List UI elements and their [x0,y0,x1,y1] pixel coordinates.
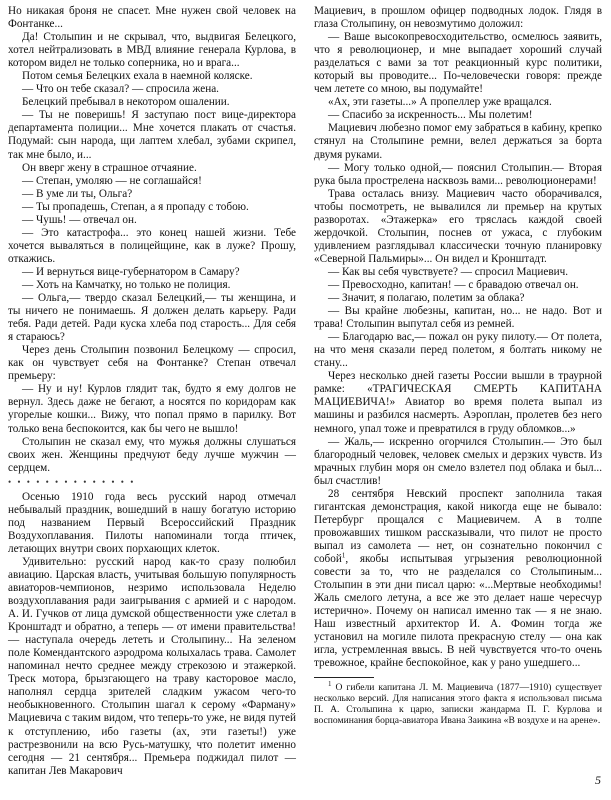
paragraph-with-footnote: 28 сентября Невский проспект заполнила такая гигантская демонстрация, какой никогда еще не бывало: Петербург прощался с Мациевичем. А в толпе провожавших тишком рассказывали, что пилот не просто выпал из самолета — нет, он сознательно покончил с собой$^1$, якобы испытывая угрызения революционной совести за то, что не разделался со Столыпиным... Столыпин в эти дни писал царю: «...Мертвые необходимы! Жаль смелого летуна, а все же это делает наше чересчур истерично». Почему он написал именно так — я не знаю. Наш известный архитектор И. А. Фомин тогда же установил на могиле пилота прекрасную стелу — она как игла, устремленная ввысь. В ней чувствуется что-то очень тревожное, крайне беспокойное, как у рано ушедшего... [314,487,602,670]
paragraph: — Благодарю вас,— пожал он руку пилоту.— От полета, на что меня сказали перед полетом, я болтать никому не стану... [314,331,602,370]
paragraph: — Что он тебе сказал? — спросила жена. [22,83,219,96]
paragraph: Потом семья Белецких ехала в наемной коляске. [22,70,253,83]
paragraph: — Ольга,— твердо сказал Белецкий,— ты женщина, и ты ничего не понимаешь. Я должен делать карьеру. Ради тебя. Ради детей. Ради куска хлеба под старость... Для себя я стараюсь? [8,292,296,344]
paragraph: Но никакая броня не спасет. Мне нужен свой человек на Фонтанке... [8,5,296,31]
paragraph: Через день Столыпин позвонил Белецкому — спросил, как он чувствует себя на Фонтанке? Степан отвечал премьеру: [8,344,296,383]
footnote-body: О гибели капитана Л. М. Мациевича (1877—1910) существует несколько версий. Для написания этого факта я использовал письма П. А. Столыпина к царю, записки жандарма П. Г. Курлова и воспоминания борца-авиатора Ивана Заикина «В воздухе и на арене». [314,682,602,727]
paragraph: — Значит, я полагаю, полетим за облака? [328,292,525,305]
paragraph: — Ну и ну! Курлов глядит так, будто я ему долгов не вернул. Здесь даже не бегают, а носятся по коридорам как угорелые кошки... Вижу, что попал прямо в парилку. Вот только вена беспокоится, как бы чего не вышло! [8,383,296,435]
paragraph: — Ваше высокопревосходительство, осмелюсь заявить, что я революционер, и мне выпадает хороший случай разделаться с вами за тот реакционный курс политики, который вы проводите... По-человечески говоря: прежде чем летете со мною, вы подумайте! [314,31,602,96]
paragraph: — Как вы себя чувствуете? — спросил Мациевич. [328,265,569,278]
paragraph: Мациевич, в прошлом офицер подводных лодок. Глядя в глаза Столыпину, он невозмутимо доложил: [314,5,602,31]
paragraph: — Могу только одной,— пояснил Столыпин.— Вторая рука была прострелена насквозь вами... революционерами! [314,161,602,187]
section-separator: • • • • • • • • • • • • • • [8,476,136,487]
paragraph: «Ах, эти газеты...» А пропеллер уже вращался. [328,96,552,109]
paragraph: — Спасибо за искренность... Мы полетим! [328,109,533,122]
footnote-text [314,682,602,726]
paragraph: — Ты не поверишь! Я заступаю пост вице-директора департамента полиции... Мне хочется плакать от счастья. Подумай: сын народа, щи лаптем хлебал, зубами скрипел, так мне было, и... [8,109,296,161]
paragraph: — Ты пропадешь, Степан, а я пропаду с тобою. [22,200,249,213]
paragraph: Мациевич любезно помог ему забраться в кабину, крепко стянул на Столыпине ремни, велел держаться за борта двумя руками. [314,122,602,161]
paragraph: — Вы крайне любезны, капитан, но... не надо. Вот и трава! Столыпин выпутал себя из ремней. [314,305,602,331]
footnote-rule [314,677,374,678]
footnote-marker: 1 [328,680,332,689]
paragraph: — И вернуться вице-губернатором в Самару? [22,265,240,278]
paragraph: — Степан, умоляю — не соглашайся! [22,174,202,187]
paragraph: Да! Столыпин и не скрывал, что, выдвигая Белецкого, хотел нейтрализовать в МВД влияние генерала Курлова, в котором видел не только соперника, но и врага... [8,31,296,70]
paragraph: — Жаль,— искренно огорчился Столыпин.— Это был благородный человек, человек смелых и дерзких чувств. Из мрачных глубин моря он смело взлетел под облака и был... был счастлив! [314,435,602,487]
paragraph: Трава осталась внизу. Мациевич часто оборачивался, чтобы посмотреть, не вывалился ли премьер на крутых разворотах. «Этажерка» его тряслась каждой своей жердочкой. Столыпин, поснев от ужаса, с глубоким удивлением разглядывал классически точную планировку «Северной Пальмиры»... Он видел и Кронштадт. [314,187,602,265]
paragraph: — Чушь! — отвечал он. [22,213,137,226]
paragraph: Удивительно: русский народ как-то сразу полюбил авиацию. Царская власть, учитывая большую популярность авиаторов-чемпионов, незримо использовала Неделю воздухоплавания ради заигрывания с армией и с народом. А. И. Гучков от лица думской общественности уже слетал в Кронштадт и обратно, а теперь — от имени правительства! — наступала очередь лететь и Столыпину... На зеленом поле Комендантского аэродрома колыхалась трава. Самолет напоминал нечто среднее между стрекозою и этажеркой. Треск мотора, брызгающего на траву касторовое масло, наполнял сердца зрителей сладким ужасом чего-то необыкновенного. Столыпин шагал к серому «Фарману» Мациевича с таким видом, что теперь-то уже, не видя путей к отступлению, ибо газеты (ах, эти газеты!) уже растрезвонили на всю Русь-матушку, что полетит именно сегодня — 21 сентября... Премьера поджидал пилот — капитан Лев Макарович [8,555,296,777]
paragraph: Осенью 1910 года весь русский народ отмечал небывалый праздник, вошедший в нашу богатую историю под названием Первый Всероссийский Праздник Воздухоплавания. Пилоты напоминали тогда птичек, летающих внутри своих порхающих клеток. [8,490,296,555]
right-column [314,5,602,726]
page-number: 5 [595,773,601,787]
left-column [8,5,296,778]
footnote-reference: 1 [341,551,346,560]
paragraph: — В уме ли ты, Ольга? [22,187,133,200]
footnote [314,682,602,726]
paragraph: Белецкий пребывал в некотором ошалении. [22,96,230,109]
paragraph: — Это катастрофа... это конец нашей жизни. Тебе хочется вываляться в полицейщине, как в луже? Прошу, откажись. [8,226,296,265]
paragraph: — Хоть на Камчатку, но только не полиция. [22,278,231,291]
paragraph: Он вверг жену в страшное отчаяние. [22,161,197,174]
paragraph: Через несколько дней газеты России вышли в траурной рамке: «ТРАГИЧЕСКАЯ СМЕРТЬ КАПИТАНА МАЦИЕВИЧА!» Авиатор во время полета выпал из машины и разбился насмерть. Аэроплан, пролетев без него немного, упал тоже и превратился в груду обломков...» [314,370,602,435]
paragraph: — Превосходно, капитан! — с бравадою отвечал он. [328,278,579,291]
paragraph: Столыпин не сказал ему, что мужья должны слушаться своих жен. Женщины предчуют беду лучше мужчин — сердцем. [8,435,296,474]
